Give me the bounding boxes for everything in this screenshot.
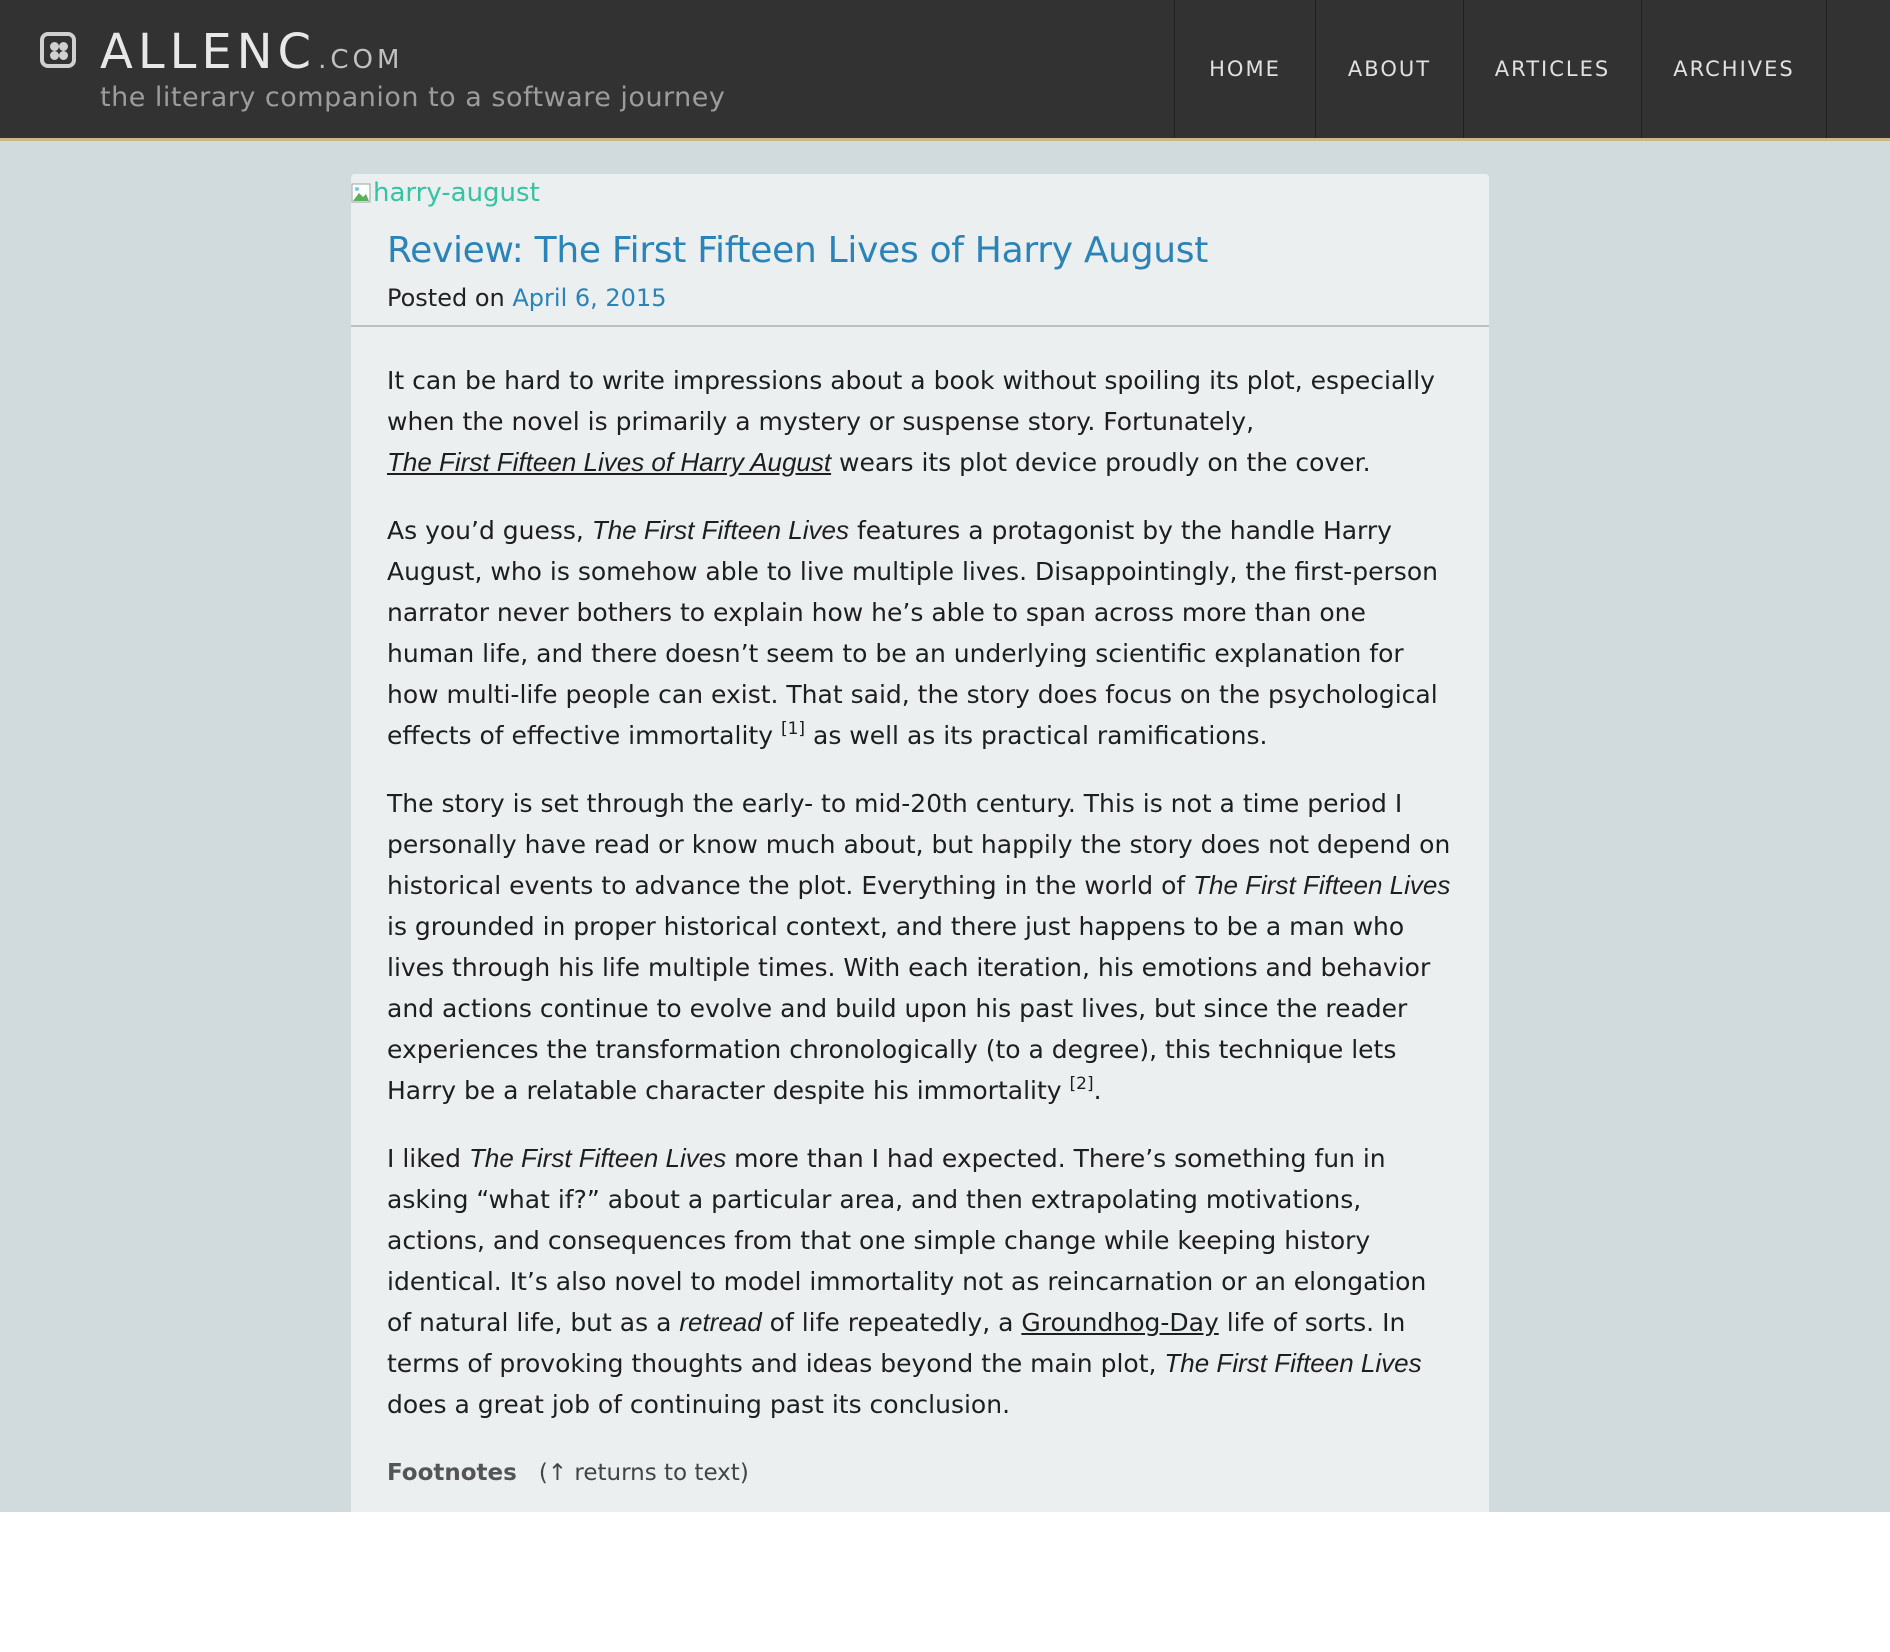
paragraph-3 <box>387 783 1457 1111</box>
logo-icon[interactable] <box>40 32 76 68</box>
groundhog-day-link[interactable]: Groundhog-Day <box>1021 1308 1219 1337</box>
post-date-link[interactable]: April 6, 2015 <box>512 284 667 312</box>
text-run: It can be hard to write impressions about a book without spoiling its plot, especially when the novel is primarily a mystery or suspense story. Fortunately, <box>387 366 1435 436</box>
book-title-italic: The First Fifteen Lives <box>591 515 850 545</box>
post-meta <box>387 284 666 312</box>
article-card <box>351 174 1489 1512</box>
nav-item-label: HOME <box>1209 57 1281 81</box>
text-run: wears its plot device proudly on the cover. <box>831 448 1371 477</box>
text-run: I liked <box>387 1144 469 1173</box>
nav-item-label: ABOUT <box>1347 57 1432 81</box>
brand-tld: .COM <box>318 45 404 75</box>
paragraph-4 <box>387 1138 1457 1425</box>
post-title[interactable]: Review: The First Fifteen Lives of Harry August <box>387 230 1209 271</box>
site-brand[interactable] <box>100 24 403 80</box>
emphasis-retread: retread <box>679 1307 762 1337</box>
text-run: as well as its practical ramifications. <box>805 721 1268 750</box>
text-run: life of sorts. In terms of provoking thoughts and ideas beyond the main plot, <box>387 1308 1406 1378</box>
broken-image-icon <box>351 181 371 205</box>
nav-item-home[interactable] <box>1175 0 1316 138</box>
book-title-italic: The First Fifteen Lives <box>1164 1348 1422 1378</box>
book-title-italic: The First Fifteen Lives <box>469 1143 727 1173</box>
nav-item-about[interactable] <box>1316 0 1464 138</box>
post-content <box>387 360 1457 1452</box>
footnotes-title: Footnotes <box>387 1460 517 1486</box>
brand-name: ALLENC <box>100 24 317 80</box>
text-run: . <box>1093 1076 1102 1105</box>
posted-on-label: Posted on <box>387 284 505 312</box>
main-nav <box>1174 0 1827 138</box>
paragraph-2 <box>387 510 1457 756</box>
text-run: is grounded in proper historical context, and there just happens to be a man who lives through his life multiple times. With each iteration, his emotions and behavior and actions continue to evolve and build upon his past lives, but since the reader experiences the transformation chronologically (to a degree), this technique lets Harry be a relatable character despite his immortality <box>387 912 1431 1105</box>
footnotes-note: (↑ returns to text) <box>538 1460 749 1486</box>
book-title-italic: The First Fifteen Lives <box>1193 870 1451 900</box>
text-run: does a great job of continuing past its conclusion. <box>387 1390 1011 1419</box>
image-alt-text: harry-august <box>373 178 540 208</box>
nav-item-label: ARCHIVES <box>1673 57 1795 81</box>
nav-item-label: ARTICLES <box>1494 57 1611 81</box>
footnote-ref-1[interactable]: [1] <box>780 719 806 739</box>
post-featured-image[interactable] <box>351 178 540 208</box>
footnote-ref-2[interactable]: [2] <box>1069 1074 1094 1094</box>
text-run: As you’d guess, <box>387 516 592 545</box>
nav-item-archives[interactable] <box>1642 0 1827 138</box>
site-tagline: the literary companion to a software journey <box>100 82 726 113</box>
footnotes-heading <box>387 1460 749 1486</box>
book-title-link[interactable]: The First Fifteen Lives of Harry August <box>387 447 832 477</box>
nav-item-articles[interactable] <box>1464 0 1642 138</box>
header-divider <box>351 325 1489 327</box>
text-run: more than I had expected. There’s something fun in asking “what if?” about a particular area, and then extrapolating motivations, actions, and consequences from that one simple change while keeping history identical. It’s also novel to model immortality not as reincarnation or an elongation of natural life, but as a <box>387 1144 1427 1337</box>
site-header <box>0 0 1890 141</box>
text-run: The story is set through the early- to mid-20th century. This is not a time period I personally have read or know much about, but happily the story does not depend on historical events to advance the plot. Everything in the world of <box>387 789 1451 900</box>
text-run: of life repeatedly, a <box>761 1308 1022 1337</box>
paragraph-1 <box>387 360 1457 483</box>
text-run: features a protagonist by the handle Harry August, who is somehow able to live multiple lives. Disappointingly, the first-person narrator never bothers to explain how he’s able to span across more than one human life, and there doesn’t seem to be an underlying scientific explanation for how multi-life people can exist. That said, the story does focus on the psychological effects of effective immortality <box>387 516 1438 750</box>
